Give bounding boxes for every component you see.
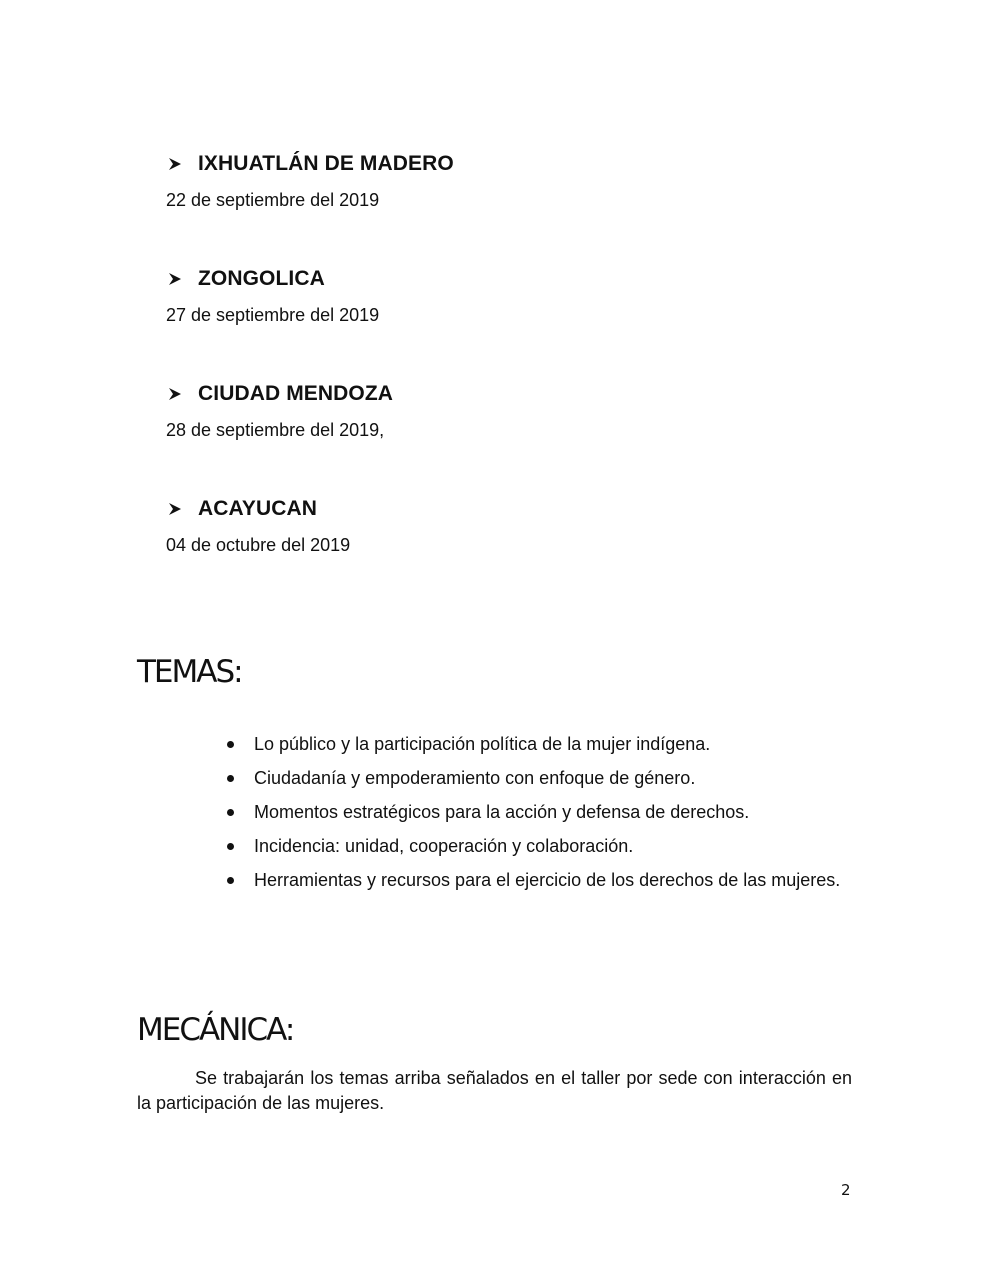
arrowhead-icon (168, 502, 182, 516)
venue-block (166, 149, 866, 211)
list-item (222, 761, 852, 795)
page-number: 2 (841, 1181, 851, 1199)
bullet-icon (227, 809, 234, 816)
bullet-icon (227, 877, 234, 884)
venue-heading (166, 149, 866, 179)
arrowhead-icon (168, 387, 182, 401)
topics-title: TEMAS: (137, 654, 242, 690)
topic-text: Incidencia: unidad, cooperación y colaboración. (254, 836, 634, 856)
venue-block (166, 264, 866, 326)
venue-block (166, 379, 866, 441)
list-item (222, 795, 852, 829)
venue-name: IXHUATLÁN DE MADERO (198, 152, 454, 175)
list-item (222, 829, 852, 863)
bullet-icon (227, 741, 234, 748)
venue-date: 28 de septiembre del 2019, (166, 420, 385, 440)
topic-text: Lo público y la participación política de la mujer indígena. (254, 734, 711, 754)
venue-name: CIUDAD MENDOZA (198, 382, 394, 405)
topic-text: Herramientas y recursos para el ejercicio de los derechos de las mujeres. (254, 870, 841, 890)
venue-heading (166, 264, 866, 294)
topic-text: Ciudadanía y empoderamiento con enfoque de género. (254, 768, 696, 788)
bullet-icon (227, 775, 234, 782)
topics-list (222, 727, 852, 897)
list-item (222, 863, 852, 897)
venue-date: 22 de septiembre del 2019 (166, 190, 380, 210)
arrowhead-icon (168, 272, 182, 286)
venue-date: 27 de septiembre del 2019 (166, 305, 380, 325)
venue-name: ACAYUCAN (198, 497, 318, 520)
arrowhead-icon (168, 157, 182, 171)
list-item (222, 727, 852, 761)
venue-block (166, 494, 866, 556)
venue-heading (166, 379, 866, 409)
mechanics-paragraph: Se trabajarán los temas arriba señalados en el taller por sede con interacción en la participación de las mujeres. (137, 1068, 852, 1113)
bullet-icon (227, 843, 234, 850)
mechanics-title: MECÁNICA: (137, 1012, 294, 1048)
topic-text: Momentos estratégicos para la acción y defensa de derechos. (254, 802, 750, 822)
venue-name: ZONGOLICA (198, 267, 325, 290)
venue-heading (166, 494, 866, 524)
venue-date: 04 de octubre del 2019 (166, 535, 351, 555)
